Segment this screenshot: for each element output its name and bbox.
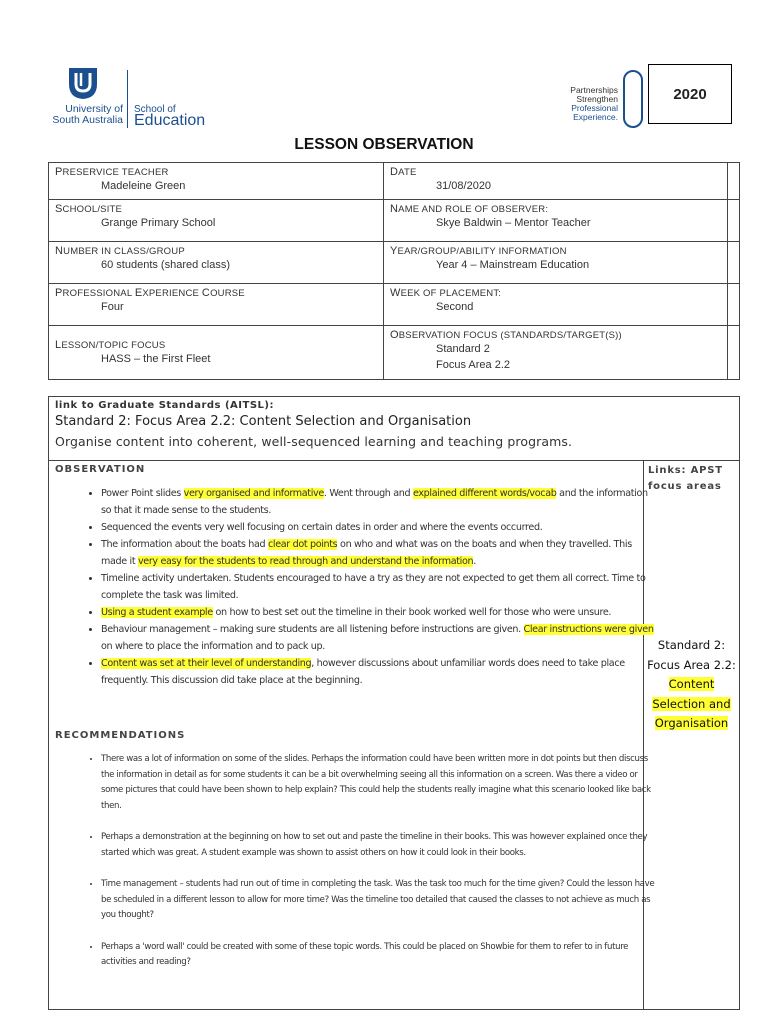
number-cell: NUMBER IN CLASS/GROUP 60 students (shared class)	[49, 242, 384, 284]
school-value: Grange Primary School	[101, 217, 216, 229]
observation-item: • Power Point slides very organised and informative. Went through and explained different words/vocab and the information so that it made sense to the students.	[101, 485, 656, 519]
recommendation-item: • Perhaps a 'word wall' could be created with some of these topic words. This could be placed on Showbie for them to refer to in future activities and reading?	[101, 940, 661, 971]
ppe-logo	[565, 66, 645, 130]
graduate-standard-line	[55, 414, 471, 429]
school-of-label: School of	[134, 104, 176, 115]
preservice-teacher-cell: PRESERVICE TEACHER Madeleine Green	[49, 163, 384, 200]
school-cell: SCHOOL/SITE Grange Primary School	[49, 200, 384, 242]
observation-box	[48, 396, 740, 1010]
ppe-line3: Professional	[571, 103, 618, 113]
unisa-logo	[45, 66, 205, 128]
observation-item: • Timeline activity undertaken. Students encouraged to have a try as they are not expected to get them all correct. Time to complete the task was limited.	[101, 570, 656, 604]
links-standard-highlight: Content Selection and Organisation	[652, 677, 731, 730]
graduate-standard-suffix: Content Selection and Organisation	[235, 414, 472, 429]
preservice-teacher-value: Madeleine Green	[101, 180, 186, 192]
observation-item: • Sequenced the events very well focusing on certain dates in order and where the events occurred.	[101, 519, 656, 536]
observation-item: • Using a student example on how to best set out the timeline in their book worked well for those who were unsure.	[101, 604, 656, 621]
course-cell: PROFESSIONAL EXPERIENCE COURSE Four	[49, 284, 384, 326]
recommendation-item: • Time management – students had run out of time in completing the task. Was the task too much for the time given? Could the lesson have be scheduled in a different lesson to allow for more time? Was the timeline too detailed that caused the classes to not achieve as much as you thought?	[101, 877, 661, 924]
date-cell: DATE 31/08/2020	[384, 163, 728, 200]
table-spacer	[728, 242, 740, 284]
week-value: Second	[436, 301, 474, 313]
observer-value: Skye Baldwin – Mentor Teacher	[436, 217, 591, 229]
recommendations-heading: RECOMMENDATIONS	[55, 730, 186, 741]
observation-item: • Content was set at their level of understanding, however discussions about unfamiliar words does need to take place frequently. This discussion did take place at the beginning.	[101, 655, 656, 689]
week-cell: WEEK OF PLACEMENT: Second	[384, 284, 728, 326]
focus-value-1: Standard 2	[436, 343, 490, 355]
ppe-line2: Strengthen	[576, 94, 618, 104]
unisa-shield-icon	[67, 66, 99, 100]
info-table	[48, 162, 740, 380]
logo-divider	[127, 70, 128, 128]
links-column	[644, 460, 739, 1009]
year-group-value: Year 4 – Mainstream Education	[436, 259, 590, 271]
table-spacer	[728, 200, 740, 242]
education-label: Education	[134, 112, 206, 129]
recommendation-item: • Perhaps a demonstration at the beginning on how to set out and paste the timeline in their books. This was however explained once they started which was great. A student example was shown to assist others on how it could look in their books.	[101, 830, 661, 861]
table-spacer	[728, 163, 740, 200]
lesson-cell: LESSON/TOPIC FOCUS HASS – the First Fleet	[49, 326, 384, 380]
graduate-standard-description: Organise content into coherent, well-sequenced learning and teaching programs.	[55, 434, 573, 449]
ppe-mark-icon	[623, 70, 643, 128]
date-value: 31/08/2020	[436, 180, 492, 192]
observation-column	[49, 460, 655, 1009]
year-box: 2020	[648, 64, 732, 124]
number-value: 60 students (shared class)	[101, 259, 231, 271]
recommendation-item: • There was a lot of information on some of the slides. Perhaps the information could have been written more in dot points but then discuss the information in detail as for some students it can be a bit overwhelming seeing all this information on a screen. Was there a video or some pictures that could have been shown to help explain? This could help the students really imagine what this scenario looked like back then.	[101, 752, 661, 814]
links-standard	[646, 636, 737, 734]
ppe-text	[538, 86, 618, 122]
table-spacer	[728, 326, 740, 380]
unisa-name: University of South Australia	[52, 103, 123, 126]
graduate-standard-prefix: Standard 2: Focus Area 2.2:	[55, 414, 236, 429]
ppe-line1: Partnerships	[570, 85, 618, 95]
observation-item: • Behaviour management – making sure students are all listening before instructions are given. Clear instructions were given on where to place the information and to pack up.	[101, 621, 656, 655]
observation-list	[71, 485, 656, 689]
focus-cell: OBSERVATION FOCUS (STANDARDS/TARGET(S)) Standard 2 Focus Area 2.2	[384, 326, 728, 380]
year-group-cell: YEAR/GROUP/ABILITY INFORMATION Year 4 – Mainstream Education	[384, 242, 728, 284]
recommendations-list	[71, 752, 661, 987]
focus-value-2: Focus Area 2.2	[436, 359, 510, 371]
observation-item: • The information about the boats had clear dot points on who and what was on the boats and when they travelled. This made it very easy for the students to read through and understand the information.	[101, 536, 656, 570]
observer-cell: NAME AND ROLE OF OBSERVER: Skye Baldwin – Mentor Teacher	[384, 200, 728, 242]
graduate-standards-section	[49, 397, 739, 461]
graduate-standards-label: link to Graduate Standards (AITSL):	[55, 400, 274, 411]
links-heading: Links: APST focus areas	[648, 465, 723, 492]
lesson-value: HASS – the First Fleet	[101, 353, 211, 365]
course-value: Four	[101, 301, 124, 313]
table-spacer	[728, 284, 740, 326]
links-standard-plain: Standard 2: Focus Area 2.2:	[647, 638, 736, 672]
observation-heading: OBSERVATION	[55, 464, 146, 475]
ppe-line4: Experience.	[573, 112, 618, 122]
document-title: LESSON OBSERVATION	[294, 136, 474, 153]
